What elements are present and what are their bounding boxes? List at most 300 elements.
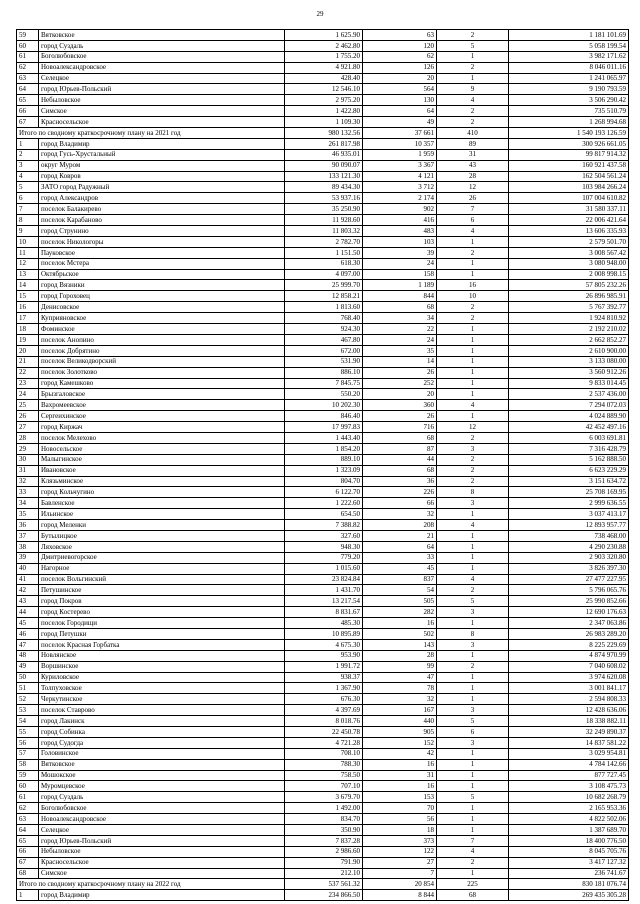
row-number: 4 [17, 171, 39, 182]
residents-cell: 32 [363, 509, 437, 520]
table-row [17, 552, 629, 563]
houses-cell: 1 [437, 541, 509, 552]
cost-cell: 4 290 230.88 [509, 541, 629, 552]
area-cell: 212.10 [285, 868, 363, 879]
area-cell: 618.30 [285, 258, 363, 269]
table-row [17, 857, 629, 868]
houses-cell: 43 [437, 160, 509, 171]
table-row [17, 356, 629, 367]
municipality-name: поселок Анопино [39, 334, 285, 345]
houses-cell: 9 [437, 84, 509, 95]
table-row [17, 95, 629, 106]
cost-cell: 3 506 290.42 [509, 95, 629, 106]
row-number: 61 [17, 792, 39, 803]
cost-cell: 1 268 994.68 [509, 117, 629, 128]
area-cell: 834.70 [285, 814, 363, 825]
houses-cell: 410 [437, 128, 509, 139]
municipality-name: город Костерево [39, 607, 285, 618]
row-number: 26 [17, 411, 39, 422]
houses-cell: 1 [437, 356, 509, 367]
municipality-name: Новлянское [39, 650, 285, 661]
row-number: 36 [17, 520, 39, 531]
municipality-name: Вятковское [39, 30, 285, 41]
table-row [17, 607, 629, 618]
municipality-name: Селецкое [39, 825, 285, 836]
residents-cell: 56 [363, 814, 437, 825]
houses-cell: 1 [437, 803, 509, 814]
municipality-name: Ивановское [39, 465, 285, 476]
cost-cell: 12 893 957.77 [509, 520, 629, 531]
row-number: 17 [17, 313, 39, 324]
residents-cell: 902 [363, 204, 437, 215]
municipality-name: Новоалександровское [39, 814, 285, 825]
residents-cell: 62 [363, 51, 437, 62]
total-row [17, 128, 629, 139]
row-number: 50 [17, 672, 39, 683]
table-row [17, 618, 629, 629]
houses-cell: 1 [437, 563, 509, 574]
table-row [17, 40, 629, 51]
municipality-name: Новоалександровское [39, 62, 285, 73]
area-cell: 7 845.75 [285, 378, 363, 389]
houses-cell: 4 [437, 520, 509, 531]
municipality-name: Куриловское [39, 672, 285, 683]
municipality-name: Вятковское [39, 759, 285, 770]
area-cell: 708.10 [285, 748, 363, 759]
municipality-name: Симское [39, 106, 285, 117]
cost-cell: 877 727.45 [509, 770, 629, 781]
cost-cell: 3 151 634.72 [509, 476, 629, 487]
residents-cell: 564 [363, 84, 437, 95]
table-row [17, 432, 629, 443]
row-number: 33 [17, 487, 39, 498]
table-row [17, 694, 629, 705]
cost-cell: 3 974 620.08 [509, 672, 629, 683]
municipality-name: Черкутинское [39, 694, 285, 705]
houses-cell: 3 [437, 705, 509, 716]
municipality-name: город Суздаль [39, 40, 285, 51]
row-number: 6 [17, 193, 39, 204]
municipality-name: город Петушки [39, 628, 285, 639]
municipality-name: Красносельское [39, 857, 285, 868]
cost-cell: 5 162 888.50 [509, 454, 629, 465]
row-number: 64 [17, 84, 39, 95]
area-cell: 35 250.90 [285, 204, 363, 215]
table-row [17, 389, 629, 400]
area-cell: 261 817.98 [285, 138, 363, 149]
municipality-name: Боголюбовское [39, 51, 285, 62]
municipality-name: Симское [39, 868, 285, 879]
table-row [17, 759, 629, 770]
houses-cell: 1 [437, 683, 509, 694]
table-row [17, 247, 629, 258]
table-body [17, 30, 629, 901]
houses-cell: 2 [437, 313, 509, 324]
area-cell: 531.90 [285, 356, 363, 367]
municipality-name: Мошокское [39, 770, 285, 781]
row-number: 15 [17, 291, 39, 302]
table-row [17, 563, 629, 574]
row-number: 59 [17, 30, 39, 41]
houses-cell: 2 [437, 302, 509, 313]
table-row [17, 149, 629, 160]
houses-cell: 1 [437, 781, 509, 792]
area-cell: 1 854.20 [285, 443, 363, 454]
residents-cell: 152 [363, 737, 437, 748]
houses-cell: 7 [437, 204, 509, 215]
municipality-name: Головинское [39, 748, 285, 759]
area-cell: 6 122.70 [285, 487, 363, 498]
area-cell: 1 492.00 [285, 803, 363, 814]
houses-cell: 28 [437, 171, 509, 182]
area-cell: 12 546.10 [285, 84, 363, 95]
table-row [17, 62, 629, 73]
cost-cell: 2 192 210.02 [509, 324, 629, 335]
residents-cell: 130 [363, 95, 437, 106]
area-cell: 779.20 [285, 552, 363, 563]
houses-cell: 1 [437, 530, 509, 541]
table-row [17, 814, 629, 825]
houses-cell: 1 [437, 73, 509, 84]
cost-cell: 10 682 268.79 [509, 792, 629, 803]
table-row [17, 400, 629, 411]
area-cell: 788.30 [285, 759, 363, 770]
row-number: 54 [17, 716, 39, 727]
table-row [17, 334, 629, 345]
residents-cell: 3 712 [363, 182, 437, 193]
residents-cell: 18 [363, 825, 437, 836]
houses-cell: 3 [437, 498, 509, 509]
residents-cell: 66 [363, 498, 437, 509]
residents-cell: 16 [363, 781, 437, 792]
area-cell: 1 422.80 [285, 106, 363, 117]
cost-cell: 4 874 970.99 [509, 650, 629, 661]
cost-cell: 2 999 636.55 [509, 498, 629, 509]
houses-cell: 8 [437, 628, 509, 639]
municipality-name: Клязьминское [39, 476, 285, 487]
area-cell: 7 837.28 [285, 835, 363, 846]
row-number: 7 [17, 204, 39, 215]
cost-cell: 2 903 320.80 [509, 552, 629, 563]
total-label: Итого по сводному краткосрочному плану на 2022 год [17, 879, 285, 890]
area-cell: 4 397.69 [285, 705, 363, 716]
area-cell: 768.40 [285, 313, 363, 324]
row-number: 53 [17, 705, 39, 716]
municipality-name: Фоминское [39, 324, 285, 335]
table-row [17, 705, 629, 716]
area-cell: 12 858.21 [285, 291, 363, 302]
area-cell: 8 831.67 [285, 607, 363, 618]
residents-cell: 31 [363, 770, 437, 781]
area-cell: 1 625.90 [285, 30, 363, 41]
area-cell: 1 991.72 [285, 661, 363, 672]
table-row [17, 770, 629, 781]
residents-cell: 716 [363, 422, 437, 433]
houses-cell: 2 [437, 661, 509, 672]
row-number: 59 [17, 770, 39, 781]
table-row [17, 182, 629, 193]
row-number: 48 [17, 650, 39, 661]
houses-cell: 1 [437, 324, 509, 335]
houses-cell: 1 [437, 618, 509, 629]
houses-cell: 4 [437, 574, 509, 585]
municipality-name: город Струнино [39, 226, 285, 237]
page-number: 29 [316, 10, 324, 18]
area-cell: 1 431.70 [285, 585, 363, 596]
row-number: 32 [17, 476, 39, 487]
cost-cell: 31 580 337.11 [509, 204, 629, 215]
cost-cell: 1 924 810.92 [509, 313, 629, 324]
municipality-name: город Кольчугино [39, 487, 285, 498]
row-number: 46 [17, 628, 39, 639]
row-number: 23 [17, 378, 39, 389]
cost-cell: 3 080 948.00 [509, 258, 629, 269]
municipality-name: Толпуховское [39, 683, 285, 694]
row-number: 67 [17, 857, 39, 868]
houses-cell: 2 [437, 585, 509, 596]
area-cell: 1 367.90 [285, 683, 363, 694]
municipality-name: город Судогда [39, 737, 285, 748]
municipality-name: поселок Мстера [39, 258, 285, 269]
table-row [17, 443, 629, 454]
table-row [17, 650, 629, 661]
cost-cell: 2 579 501.70 [509, 236, 629, 247]
cost-cell: 3 029 954.81 [509, 748, 629, 759]
cost-cell: 99 817 914.32 [509, 149, 629, 160]
cost-cell: 2 662 852.27 [509, 334, 629, 345]
houses-cell: 1 [437, 367, 509, 378]
cost-cell: 13 606 335.93 [509, 226, 629, 237]
table-row [17, 639, 629, 650]
cost-cell: 2 008 998.15 [509, 269, 629, 280]
residents-cell: 27 [363, 857, 437, 868]
table-row [17, 215, 629, 226]
area-cell: 953.90 [285, 650, 363, 661]
residents-cell: 158 [363, 269, 437, 280]
area-cell: 8 018.76 [285, 716, 363, 727]
row-number: 14 [17, 280, 39, 291]
cost-cell: 2 610 900.00 [509, 345, 629, 356]
row-number: 22 [17, 367, 39, 378]
area-cell: 2 782.70 [285, 236, 363, 247]
row-number: 67 [17, 117, 39, 128]
houses-cell: 1 [437, 345, 509, 356]
residents-cell: 373 [363, 835, 437, 846]
row-number: 10 [17, 236, 39, 247]
municipality-name: город Владимир [39, 890, 285, 901]
residents-cell: 44 [363, 454, 437, 465]
area-cell: 46 935.01 [285, 149, 363, 160]
houses-cell: 4 [437, 846, 509, 857]
area-cell: 234 866.50 [285, 890, 363, 901]
cost-cell: 25 708 169.95 [509, 487, 629, 498]
cost-cell: 6 003 691.81 [509, 432, 629, 443]
cost-cell: 2 165 953.36 [509, 803, 629, 814]
row-number: 49 [17, 661, 39, 672]
residents-cell: 20 854 [363, 879, 437, 890]
municipality-name: Брызгаловское [39, 389, 285, 400]
residents-cell: 252 [363, 378, 437, 389]
area-cell: 3 679.70 [285, 792, 363, 803]
table-row [17, 367, 629, 378]
area-cell: 10 895.89 [285, 628, 363, 639]
area-cell: 350.90 [285, 825, 363, 836]
area-cell: 1 222.60 [285, 498, 363, 509]
residents-cell: 8 844 [363, 890, 437, 901]
table-row [17, 727, 629, 738]
table-row [17, 160, 629, 171]
municipality-name: Нагорное [39, 563, 285, 574]
houses-cell: 1 [437, 672, 509, 683]
residents-cell: 837 [363, 574, 437, 585]
row-number: 16 [17, 302, 39, 313]
table-row [17, 84, 629, 95]
houses-cell: 7 [437, 835, 509, 846]
houses-cell: 2 [437, 106, 509, 117]
row-number: 31 [17, 465, 39, 476]
table-row [17, 628, 629, 639]
residents-cell: 16 [363, 759, 437, 770]
municipality-name: город Меленки [39, 520, 285, 531]
houses-cell: 1 [437, 389, 509, 400]
municipality-name: город Юрьев-Польский [39, 84, 285, 95]
area-cell: 327.60 [285, 530, 363, 541]
table-row [17, 345, 629, 356]
table-row [17, 280, 629, 291]
row-number: 45 [17, 618, 39, 629]
houses-cell: 26 [437, 193, 509, 204]
row-number: 25 [17, 400, 39, 411]
municipality-name: Новосельское [39, 443, 285, 454]
municipality-name: округ Муром [39, 160, 285, 171]
municipality-name: поселок Добрятино [39, 345, 285, 356]
residents-cell: 33 [363, 552, 437, 563]
row-number: 39 [17, 552, 39, 563]
cost-cell: 4 784 142.66 [509, 759, 629, 770]
row-number: 27 [17, 422, 39, 433]
row-number: 60 [17, 781, 39, 792]
area-cell: 654.50 [285, 509, 363, 520]
municipality-name: Красносельское [39, 117, 285, 128]
area-cell: 10 202.30 [285, 400, 363, 411]
table-row [17, 672, 629, 683]
table-row [17, 846, 629, 857]
houses-cell: 89 [437, 138, 509, 149]
table-row [17, 683, 629, 694]
area-cell: 25 999.70 [285, 280, 363, 291]
area-cell: 676.30 [285, 694, 363, 705]
municipality-name: город Гороховец [39, 291, 285, 302]
municipality-name: город Вязники [39, 280, 285, 291]
houses-cell: 12 [437, 422, 509, 433]
municipality-name: город Гусь-Хрустальный [39, 149, 285, 160]
houses-cell: 4 [437, 226, 509, 237]
table-row [17, 574, 629, 585]
row-number: 55 [17, 727, 39, 738]
municipality-name: Небыловское [39, 95, 285, 106]
table-row [17, 51, 629, 62]
row-number: 5 [17, 182, 39, 193]
residents-cell: 483 [363, 226, 437, 237]
area-cell: 89 434.30 [285, 182, 363, 193]
residents-cell: 122 [363, 846, 437, 857]
row-number: 43 [17, 596, 39, 607]
table-row [17, 792, 629, 803]
houses-cell: 3 [437, 639, 509, 650]
area-cell: 4 097.00 [285, 269, 363, 280]
cost-cell: 18 338 882.11 [509, 716, 629, 727]
table-row [17, 258, 629, 269]
row-number: 24 [17, 389, 39, 400]
table-row [17, 324, 629, 335]
table-row [17, 541, 629, 552]
residents-cell: 14 [363, 356, 437, 367]
row-number: 44 [17, 607, 39, 618]
municipality-name: Денисовское [39, 302, 285, 313]
row-number: 28 [17, 432, 39, 443]
area-cell: 22 450.78 [285, 727, 363, 738]
houses-cell: 1 [437, 868, 509, 879]
cost-cell: 6 623 229.29 [509, 465, 629, 476]
area-cell: 4 675.30 [285, 639, 363, 650]
houses-cell: 3 [437, 443, 509, 454]
municipality-name: город Камешково [39, 378, 285, 389]
cost-cell: 2 594 808.33 [509, 694, 629, 705]
residents-cell: 35 [363, 345, 437, 356]
municipality-name: Ляховское [39, 541, 285, 552]
area-cell: 485.30 [285, 618, 363, 629]
municipality-name: город Лакинск [39, 716, 285, 727]
row-number: 63 [17, 73, 39, 84]
cost-cell: 5 796 065.76 [509, 585, 629, 596]
municipality-name: Дмитриевогорское [39, 552, 285, 563]
houses-cell: 5 [437, 792, 509, 803]
cost-cell: 7 316 428.79 [509, 443, 629, 454]
cost-cell: 42 452 497.16 [509, 422, 629, 433]
houses-cell: 8 [437, 487, 509, 498]
row-number: 1 [17, 890, 39, 901]
houses-cell: 2 [437, 857, 509, 868]
area-cell: 428.40 [285, 73, 363, 84]
cost-cell: 7 040 608.02 [509, 661, 629, 672]
municipality-name: Куприяновское [39, 313, 285, 324]
houses-cell: 2 [437, 465, 509, 476]
area-cell: 1 755.20 [285, 51, 363, 62]
row-number: 30 [17, 454, 39, 465]
total-row [17, 879, 629, 890]
houses-cell: 1 [437, 748, 509, 759]
row-number: 2 [17, 149, 39, 160]
municipality-name: город Ковров [39, 171, 285, 182]
residents-cell: 905 [363, 727, 437, 738]
row-number: 35 [17, 509, 39, 520]
area-cell: 23 824.84 [285, 574, 363, 585]
table-row [17, 465, 629, 476]
houses-cell: 3 [437, 737, 509, 748]
residents-cell: 49 [363, 117, 437, 128]
municipality-name: город Суздаль [39, 792, 285, 803]
residents-cell: 47 [363, 672, 437, 683]
row-number: 56 [17, 737, 39, 748]
municipality-name: поселок Вольгинский [39, 574, 285, 585]
cost-cell: 5 767 392.77 [509, 302, 629, 313]
row-number: 18 [17, 324, 39, 335]
area-cell: 133 121.30 [285, 171, 363, 182]
houses-cell: 2 [437, 454, 509, 465]
houses-cell: 1 [437, 258, 509, 269]
table-row [17, 890, 629, 901]
table-row [17, 411, 629, 422]
